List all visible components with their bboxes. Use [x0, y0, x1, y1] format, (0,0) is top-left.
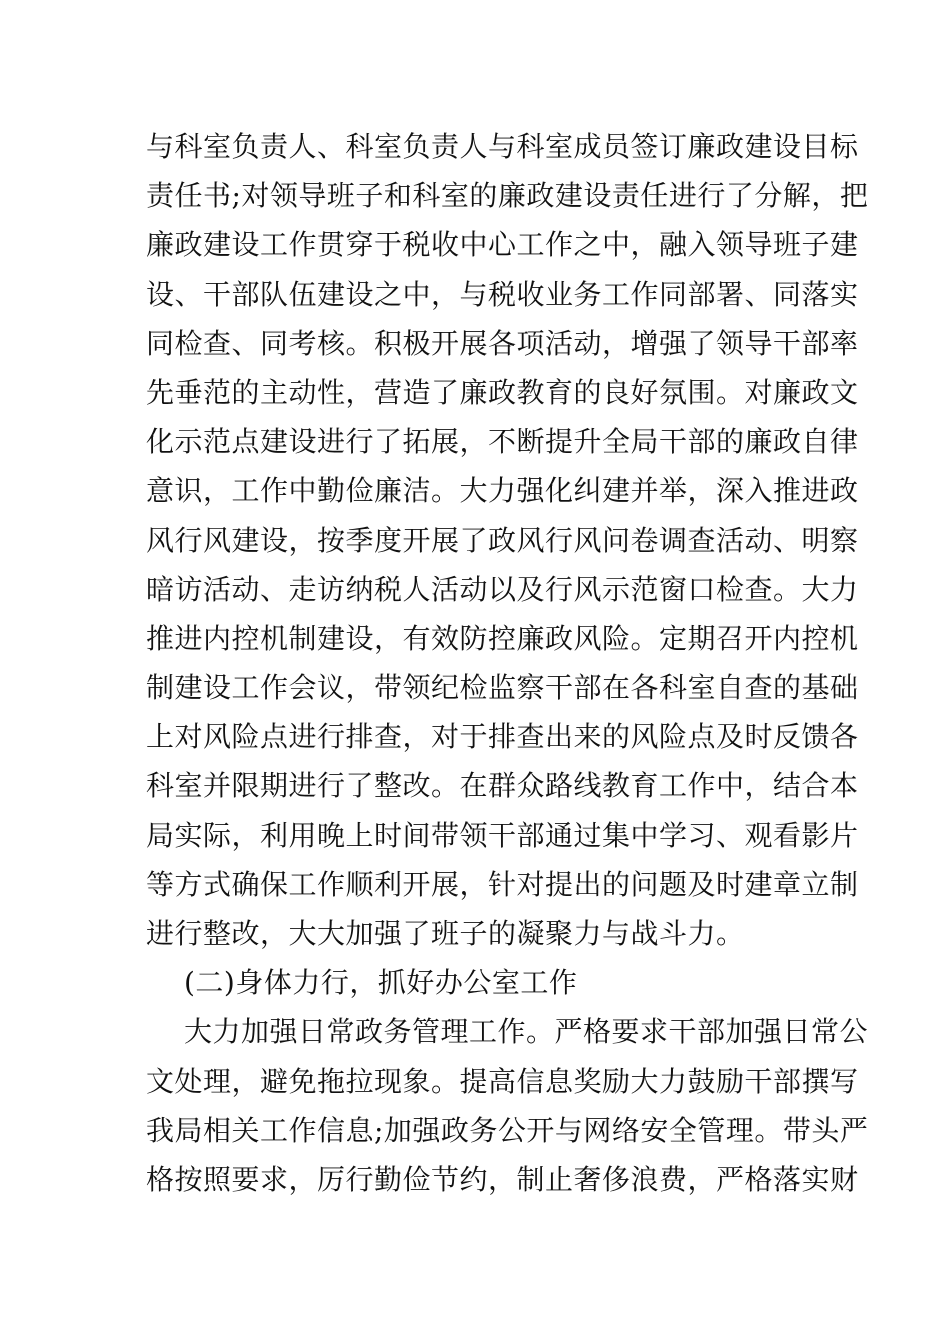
document-body: [146, 122, 869, 1204]
text-line: 化示范点建设进行了拓展，不断提升全局干部的廉政自律: [146, 425, 859, 459]
text-line: 推进内控机制建设，有效防控廉政风险。定期召开内控机: [146, 621, 859, 655]
text-line: 局实际，利用晚上时间带领干部通过集中学习、观看影片: [146, 818, 859, 852]
section-heading: (二)身体力行，抓好办公室工作: [184, 966, 578, 1000]
text-line: 大力加强日常政务管理工作。严格要求干部加强日常公: [184, 1015, 869, 1049]
text-line: 等方式确保工作顺利开展，针对提出的问题及时建章立制: [146, 867, 859, 901]
text-line: 责任书;对领导班子和科室的廉政建设责任进行了分解，把: [146, 179, 869, 213]
text-line: 设、干部队伍建设之中，与税收业务工作同部署、同落实: [146, 277, 859, 311]
text-line: 同检查、同考核。积极开展各项活动，增强了领导干部率: [146, 326, 859, 360]
text-line: 我局相关工作信息;加强政务公开与网络安全管理。带头严: [146, 1113, 869, 1147]
text-line: 上对风险点进行排查，对于排查出来的风险点及时反馈各: [146, 720, 859, 754]
text-line: 廉政建设工作贯穿于税收中心工作之中，融入领导班子建: [146, 228, 859, 262]
text-line: 科室并限期进行了整改。在群众路线教育工作中，结合本: [146, 769, 859, 803]
text-line: 先垂范的主动性，营造了廉政教育的良好氛围。对廉政文: [146, 375, 859, 409]
text-line: 制建设工作会议，带领纪检监察干部在各科室自查的基础: [146, 671, 859, 705]
text-line: 风行风建设，按季度开展了政风行风问卷调查活动、明察: [146, 523, 859, 557]
text-line: 格按照要求，厉行勤俭节约，制止奢侈浪费，严格落实财: [146, 1162, 859, 1196]
text-line: 与科室负责人、科室负责人与科室成员签订廉政建设目标: [146, 130, 859, 163]
text-line: 进行整改，大大加强了班子的凝聚力与战斗力。: [146, 917, 745, 950]
text-line: 意识，工作中勤俭廉洁。大力强化纠建并举，深入推进政: [146, 474, 859, 508]
text-line: 暗访活动、走访纳税人活动以及行风示范窗口检查。大力: [146, 572, 859, 606]
text-line: 文处理，避免拖拉现象。提高信息奖励大力鼓励干部撰写: [146, 1064, 859, 1098]
